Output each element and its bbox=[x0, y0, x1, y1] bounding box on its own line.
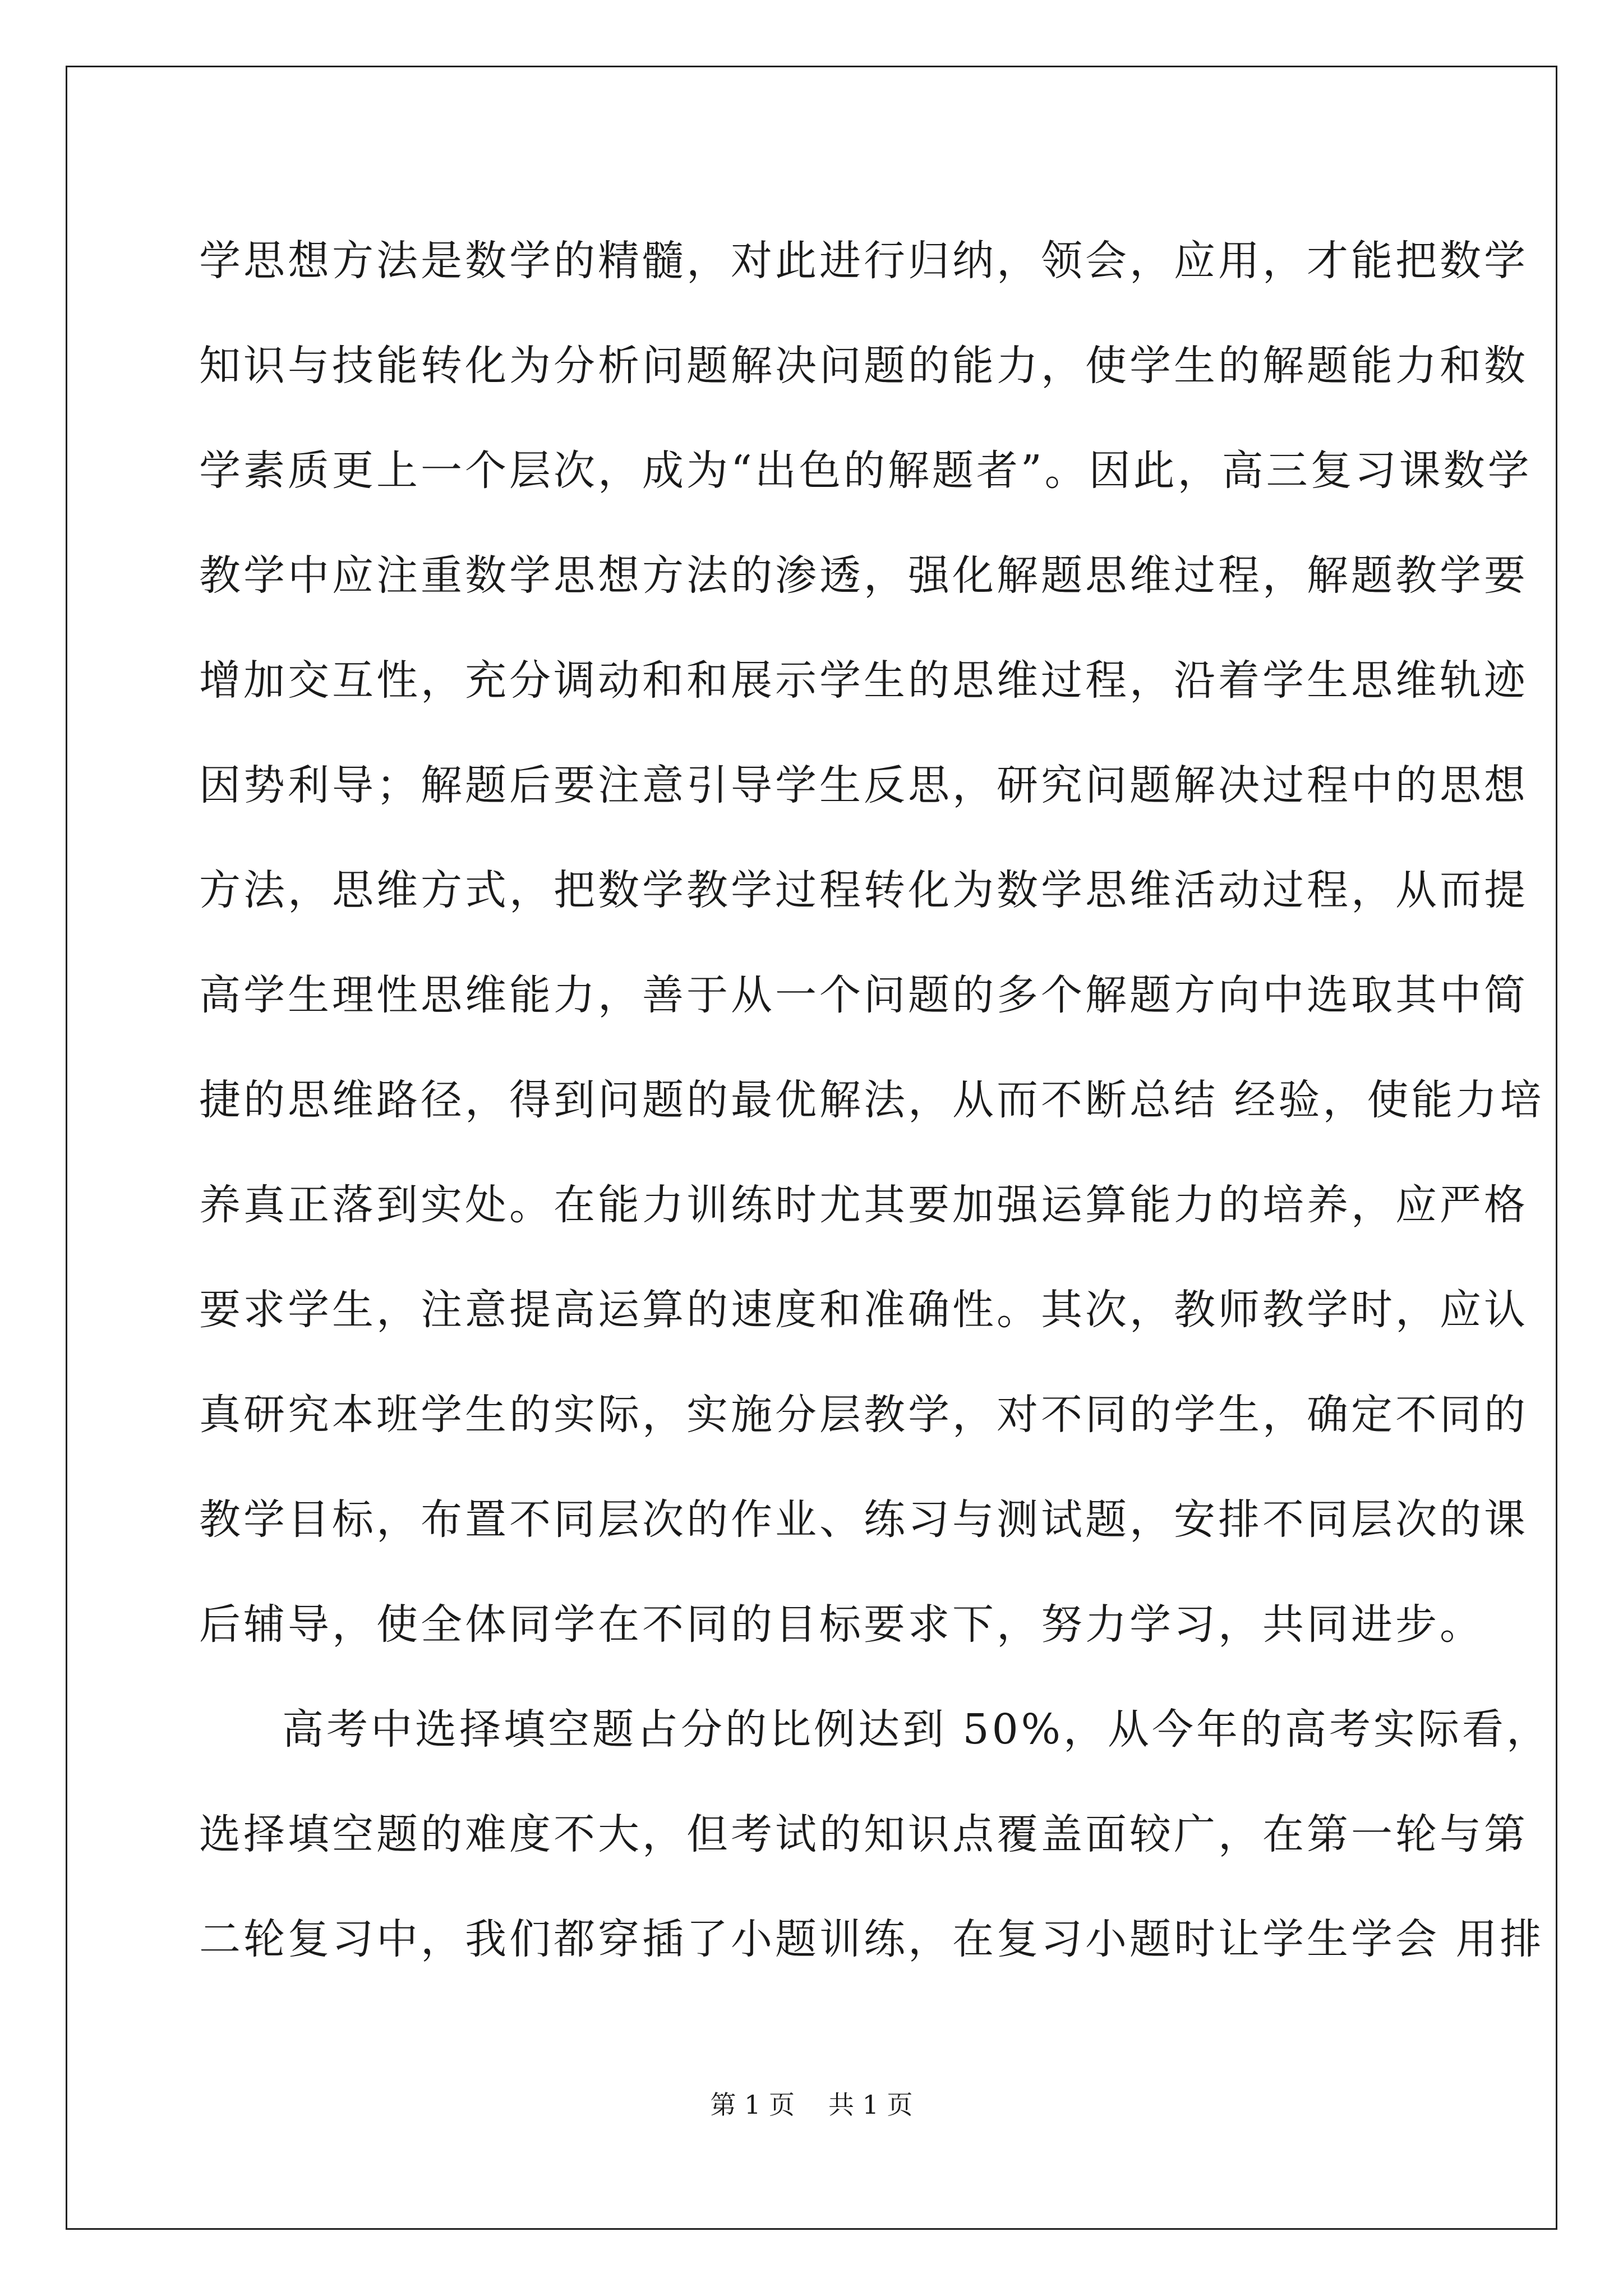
text-line: 因势利导；解题后要注意引导学生反思，研究问题解决过程中的思想 bbox=[199, 761, 1528, 809]
text-line: 方法，思维方式，把数学教学过程转化为数学思维活动过程，从而提 bbox=[199, 866, 1528, 914]
text-line: 学思想方法是数学的精髓，对此进行归纳，领会，应用，才能把数学 bbox=[199, 237, 1528, 285]
text-line: 学素质更上一个层次，成为“出色的解题者”。因此，高三复习课数学 bbox=[199, 447, 1532, 495]
text-line: 知识与技能转化为分析问题解决问题的能力，使学生的解题能力和数 bbox=[199, 342, 1528, 390]
text-line: 捷的思维路径，得到问题的最优解法，从而不断总结 经验，使能力培 bbox=[199, 1076, 1544, 1124]
page-footer bbox=[0, 2085, 1623, 2122]
page-total: 共 1 页 bbox=[828, 2090, 913, 2120]
text-line: 后辅导，使全体同学在不同的目标要求下，努力学习，共同进步。 bbox=[199, 1600, 1484, 1649]
text-line: 教学中应注重数学思想方法的渗透，强化解题思维过程，解题教学要 bbox=[199, 551, 1528, 600]
text-line: 增加交互性，充分调动和和展示学生的思维过程，沿着学生思维轨迹 bbox=[199, 656, 1528, 705]
text-line: 高学生理性思维能力，善于从一个问题的多个解题方向中选取其中简 bbox=[199, 971, 1528, 1019]
page-number: 第 1 页 bbox=[710, 2090, 795, 2120]
text-line: 二轮复习中，我们都穿插了小题训练，在复习小题时让学生学会 用排 bbox=[199, 1915, 1544, 1963]
text-line: 要求学生，注意提高运算的速度和准确性。其次，教师教学时，应认 bbox=[199, 1286, 1528, 1334]
text-line: 真研究本班学生的实际，实施分层教学，对不同的学生，确定不同的 bbox=[199, 1391, 1528, 1439]
text-line: 养真正落到实处。在能力训练时尤其要加强运算能力的培养，应严格 bbox=[199, 1181, 1528, 1229]
paragraph-first-line: 高考中选择填空题占分的比例达到 50%，从今年的高考实际看， bbox=[282, 1705, 1551, 1754]
document-body bbox=[199, 209, 1551, 1992]
text-line: 选择填空题的难度不大，但考试的知识点覆盖面较广，在第一轮与第 bbox=[199, 1810, 1528, 1858]
text-line: 教学目标，布置不同层次的作业、练习与测试题，安排不同层次的课 bbox=[199, 1496, 1528, 1544]
